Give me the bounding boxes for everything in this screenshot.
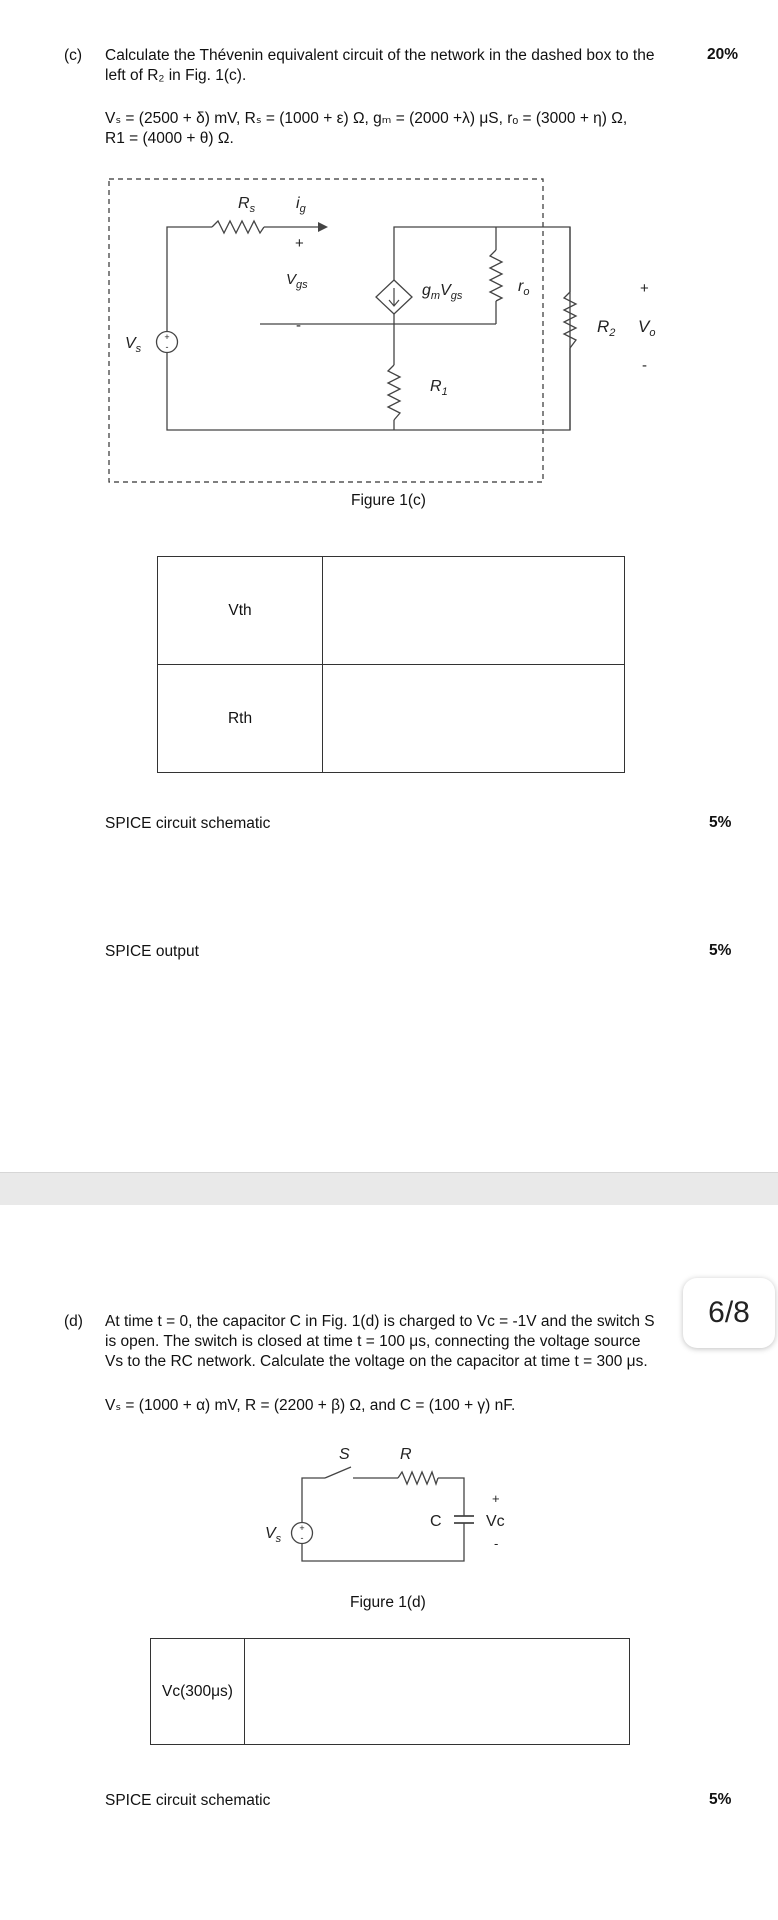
part-c-params-line2: R1 = (4000 + θ) Ω.	[105, 130, 234, 147]
vc300-label: Vc(300μs)	[151, 1639, 245, 1745]
part-d-params: Vₛ = (1000 + α) mV, R = (2200 + β) Ω, and C = (100 + γ) nF.	[105, 1397, 516, 1414]
source-plus-sign: +	[164, 332, 170, 342]
figure-1d-circuit	[250, 1433, 530, 1583]
capacitor-icon	[454, 1516, 474, 1523]
part-c-label: (c)	[64, 47, 83, 64]
r2-label: $R_2$	[597, 317, 616, 339]
part-c-answer-table	[157, 556, 625, 773]
part-d-question-line2: is open. The switch is closed at time t = 100 μs, connecting the voltage source	[105, 1333, 641, 1350]
vth-answer-cell[interactable]	[323, 557, 625, 665]
table-row	[158, 665, 625, 773]
vgs-plus-sign: +	[295, 235, 304, 252]
vgs-minus-sign: -	[296, 317, 301, 334]
rs-label: $R_s$	[238, 195, 256, 215]
r-label: R	[400, 1446, 412, 1463]
page-2	[0, 1205, 778, 1920]
dashed-box	[109, 179, 543, 482]
vgs-label: $V_{gs}$	[286, 271, 308, 291]
part-d-spice-schematic-marks: 5%	[709, 1791, 732, 1808]
rth-label: Rth	[158, 665, 323, 773]
part-c-question-line2: left of R₂ in Fig. 1(c).	[105, 67, 247, 84]
vs-label: $V_s$	[265, 1525, 282, 1545]
source-plus-sign: +	[299, 1523, 305, 1533]
vs-label: $V_s$	[125, 335, 142, 355]
gm-vgs-label: $g_mV_{gs}$	[422, 282, 463, 302]
part-d-spice-schematic-label: SPICE circuit schematic	[105, 1792, 271, 1809]
page-indicator[interactable]: 6/8	[683, 1278, 775, 1348]
part-c-params-line1: Vₛ = (2500 + δ) mV, Rₛ = (1000 + ε) Ω, gₘ = (2000 +λ) μS, rₒ = (3000 + η) Ω,	[105, 110, 628, 127]
r-resistor	[398, 1472, 438, 1484]
vo-plus-sign: +	[640, 280, 649, 297]
vc-label: Vc	[486, 1513, 505, 1530]
vo-minus-sign: -	[642, 357, 647, 374]
r1-resistor	[388, 365, 400, 420]
part-d-answer-table	[150, 1638, 630, 1745]
vc-minus-sign: -	[494, 1536, 499, 1551]
table-row	[151, 1639, 630, 1745]
part-c-spice-schematic-label: SPICE circuit schematic	[105, 815, 271, 832]
vo-label: $V_o$	[638, 317, 656, 339]
part-d-label: (d)	[64, 1313, 83, 1330]
source-minus-sign: -	[300, 1533, 304, 1543]
vc-plus-sign: +	[492, 1491, 500, 1506]
figure-1c-caption: Figure 1(c)	[351, 492, 426, 509]
page-separator	[0, 1172, 778, 1206]
ro-label: $r_o$	[518, 278, 530, 298]
part-c-spice-output-label: SPICE output	[105, 943, 199, 960]
figure-1d-caption: Figure 1(d)	[350, 1594, 426, 1611]
rs-resistor	[212, 221, 264, 233]
source-minus-sign: -	[165, 342, 169, 352]
part-c-spice-output-marks: 5%	[709, 942, 732, 959]
part-c-question-line1: Calculate the Thévenin equivalent circuit of the network in the dashed box to the	[105, 47, 655, 64]
vth-label: Vth	[158, 557, 323, 665]
voltage-source-icon	[292, 1523, 313, 1544]
part-c-marks: 20%	[707, 46, 739, 63]
vc300-answer-cell[interactable]	[245, 1639, 630, 1745]
ro-resistor	[490, 250, 502, 301]
ig-label: $i_g$	[296, 195, 306, 215]
switch-s-label: S	[339, 1446, 350, 1463]
ig-arrow-icon	[318, 222, 328, 232]
part-d-question-line3: Vs to the RC network. Calculate the voltage on the capacitor at time t = 300 μs.	[105, 1353, 648, 1370]
switch-s	[325, 1467, 351, 1478]
part-d-question-line1: At time t = 0, the capacitor C in Fig. 1(d) is charged to Vc = -1V and the switch S	[105, 1313, 655, 1330]
c-label: C	[430, 1513, 442, 1530]
figure-1c-circuit	[100, 170, 690, 490]
dependent-current-source-icon	[376, 280, 412, 314]
part-c-spice-schematic-marks: 5%	[709, 814, 732, 831]
voltage-source-icon	[157, 332, 178, 353]
table-row	[158, 557, 625, 665]
r1-label: $R_1$	[430, 378, 448, 398]
rth-answer-cell[interactable]	[323, 665, 625, 773]
